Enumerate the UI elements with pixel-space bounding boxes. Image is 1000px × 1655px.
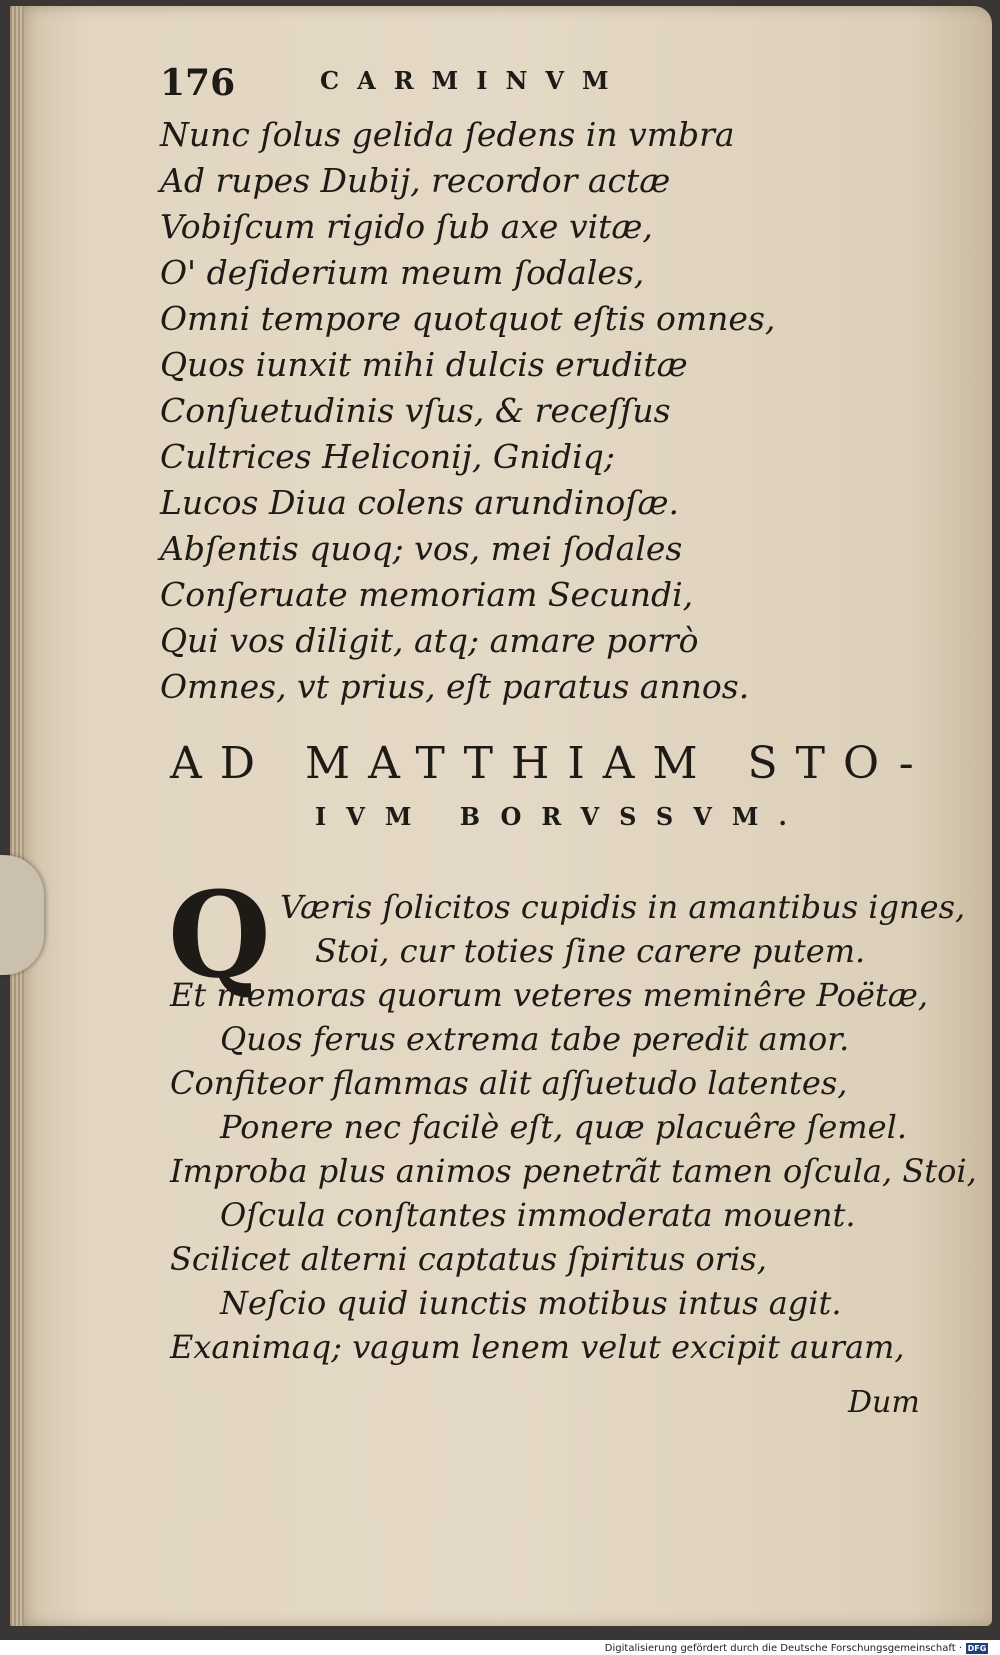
poem-title-line2: IVM BORVSSVM. [315, 802, 807, 831]
verse-line: Væris ſolicitos cupidis in amantibus ignes, [280, 888, 966, 926]
verse-line: Improba plus animos penetrãt tamen oſcula, Stoi, [170, 1152, 977, 1190]
verse-line: Quos ferus extrema tabe peredit amor. [220, 1020, 850, 1058]
verse-line: Lucos Diua colens arundinoſæ. [160, 483, 679, 522]
page-header [160, 62, 720, 110]
poem-second [170, 885, 977, 1369]
verse-line: Abſentis quoq; vos, mei ſodales [160, 529, 683, 568]
verse-line: Neſcio quid iunctis motibus intus agit. [220, 1284, 842, 1322]
page-edge [10, 6, 24, 1626]
digitization-footer [605, 1641, 988, 1655]
verse-line: O' deſiderium meum ſodales, [160, 253, 645, 292]
verse-line: Confiteor flammas alit aſſuetudo latentes, [170, 1064, 848, 1102]
drop-capital: Q [168, 865, 271, 1004]
verse-line: Quos iunxit mihi dulcis eruditæ [160, 345, 688, 384]
running-title: CARMINVM [320, 66, 627, 95]
verse-line: Ponere nec facilè eſt, quæ placuêre ſemel. [220, 1108, 907, 1146]
verse-line: Conſuetudinis vſus, & receſſus [160, 391, 671, 430]
footer-credit: Digitalisierung gefördert durch die Deutsche Forschungsgemeinschaft · [604, 1642, 962, 1654]
poem-first [160, 112, 880, 710]
verse-line: Oſcula conſtantes immoderata mouent. [220, 1196, 856, 1234]
verse-line: Omnes, vt prius, eſt paratus annos. [160, 667, 750, 706]
dfg-logo: DFG [967, 1643, 987, 1653]
verse-line: Omni tempore quotquot eſtis omnes, [160, 299, 776, 338]
poem-title-line1: AD MATTHIAM STO- [170, 738, 932, 789]
page-number: 176 [160, 62, 236, 104]
verse-line: Nunc ſolus gelida ſedens in vmbra [160, 115, 735, 154]
catchword: Dum [848, 1385, 920, 1420]
page-tab [0, 855, 44, 975]
verse-line: Exanimaq; vagum lenem velut excipit auram, [170, 1328, 905, 1366]
verse-line: Conſeruate memoriam Secundi, [160, 575, 694, 614]
verse-line: Vobiſcum rigido ſub axe vitæ, [160, 207, 653, 246]
verse-line: Ad rupes Dubij, recordor actæ [160, 161, 671, 200]
verse-line: Scilicet alterni captatus ſpiritus oris, [170, 1240, 767, 1278]
verse-line: Qui vos diligit, atq; amare porrò [160, 621, 699, 660]
verse-line: Stoi, cur toties ſine carere putem. [315, 932, 866, 970]
verse-line: Cultrices Heliconij, Gnidiq; [160, 437, 615, 476]
verse-line: Et memoras quorum veteres meminêre Poëtæ, [170, 976, 929, 1014]
